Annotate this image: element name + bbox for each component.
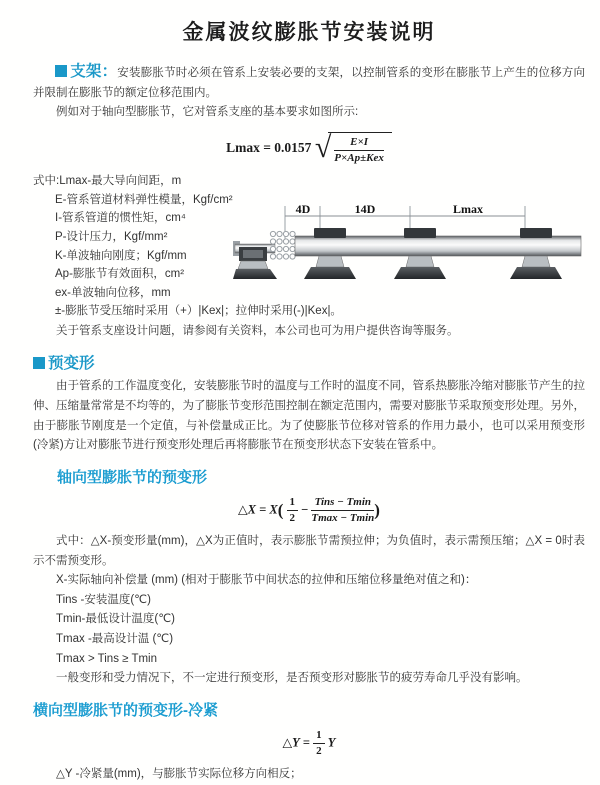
formula-lateral-rhs: Y	[327, 735, 336, 750]
predeform-heading-label: 预变形	[48, 354, 95, 372]
minus-sign: −	[301, 502, 309, 517]
half-fraction: $\frac{1}{2}$	[287, 496, 299, 525]
axial-closing-line: 一般变形和受力情况下，不一定进行预变形，是否预变形对膨胀节的疲劳寿命几乎没有影响。	[56, 672, 528, 685]
main-pipe	[295, 236, 581, 256]
formula-lmax-lhs: Lmax	[226, 139, 260, 155]
lateral-subheading: 横向型膨胀节的预变形-冷紧	[33, 701, 218, 719]
lateral-note-line: △Y -冷紧量(mm)，与膨胀节实际位移方向相反；	[56, 768, 302, 781]
section-marker-icon	[33, 357, 45, 369]
half-fraction: $\frac{1}{2}$	[313, 729, 325, 758]
close-paren: )	[374, 500, 380, 520]
formula-lmax	[33, 132, 585, 165]
formula-lateral	[33, 729, 585, 758]
formula-axial-lhs: △X = X	[238, 502, 278, 517]
formula-lateral-lhs: △Y	[282, 735, 300, 750]
definition-line: 式中:Lmax-最大导向间距，m	[33, 175, 182, 188]
section-marker-icon	[55, 65, 67, 77]
definition-line: K-单波轴向刚度；Kgf/mm	[55, 249, 187, 262]
axial-item: X-实际轴向补偿量 (mm) (相对于膨胀节中间状态的拉伸和压缩位移量绝对值之和)：	[56, 574, 477, 587]
support-section-heading	[55, 63, 117, 80]
fraction-denominator: P×Ap±Kex	[334, 151, 384, 164]
equals-sign: =	[302, 735, 311, 750]
support-example-line: 例如对于轴向型膨胀节，它对管系支座的基本要求如图所示:	[56, 106, 359, 119]
temperature-fraction: $\frac{\text{Tins − Tmin}}{Tmax - Tmin}$	[311, 495, 375, 524]
support-intro-paragraph	[33, 62, 585, 103]
support-heading-label: 支架：	[70, 63, 118, 80]
predeform-section-heading	[33, 354, 585, 374]
open-paren: (	[277, 500, 284, 520]
formula-lmax-coeff: = 0.0157	[263, 139, 312, 155]
dim-label-lmax: Lmax	[453, 202, 483, 217]
page-title: 金属波纹膨胀节安装说明	[182, 21, 436, 44]
support-intro-text: 安装膨胀节时必须在管系上安装必要的支架，以控制管系的变形在膨胀节上产生的位移方向并限制在膨胀节的额定位移范围内。	[33, 67, 585, 99]
axial-item: Tmin-最低设计温度(℃)	[56, 613, 175, 626]
radical-sign: √ $\frac{E\times I}{\text{P×Ap±Kex}}$	[315, 132, 392, 165]
dim-label-4d: 4D	[295, 202, 311, 217]
formula-lmax-fraction	[334, 136, 384, 165]
support-requirement-diagram	[233, 198, 585, 294]
definition-line: ex-单波轴向位移，mm	[55, 286, 171, 299]
definition-line: E-管系管道材料弹性模量，Kgf/cm²	[55, 193, 233, 206]
axial-item: Tmax > Tins ≥ Tmin	[56, 652, 157, 665]
axial-subheading: 轴向型膨胀节的预变形	[57, 468, 208, 486]
definition-line: P-设计压力，Kgf/mm²	[55, 230, 168, 243]
dim-label-14d: 14D	[354, 202, 376, 217]
fraction-numerator: E×I	[334, 136, 384, 151]
support-closing-line: 关于管系支座设计问题，请参阅有关资料，本公司也可为用户提供咨询等服务。	[56, 325, 459, 338]
predeform-paragraph: 由于管系的工作温度变化，安装膨胀节时的温度与工作时的温度不同，管系热膨胀冷缩对膨胀节产生的拉伸、压缩量常常是不均等的，为了膨胀节变形范围控制在额定范围内，需要对膨胀节采取预变形处理。另外，由于膨胀节刚度是一个定值，与补偿量成正比。为了使膨胀节位移对管系的作用力最小，也可以采用预变形(冷紧)方让对膨胀节进行预变形处理后再将膨胀节在预变形状态下安装在管系中。	[33, 380, 585, 452]
definitions-and-diagram	[33, 172, 585, 322]
axial-item: Tmax -最高设计温 (℃)	[56, 633, 174, 646]
definition-line: Ap-膨胀节有效面积，cm²	[55, 268, 185, 281]
definition-line: I-管系管道的惯性矩，cm⁴	[55, 212, 186, 225]
axial-explanation-paragraph: 式中：△X-预变形量(mm)，△X为正值时，表示膨胀节需预拉伸；为负值时，表示需预压缩；△X = 0时表示不需预变形。	[33, 535, 585, 567]
axial-item: Tins -安装温度(℃)	[56, 593, 151, 606]
definition-line: ±-膨胀节受压缩时采用（+）|Kex|；拉伸时采用(-)|Kex|。	[55, 305, 342, 318]
formula-axial	[33, 496, 585, 525]
